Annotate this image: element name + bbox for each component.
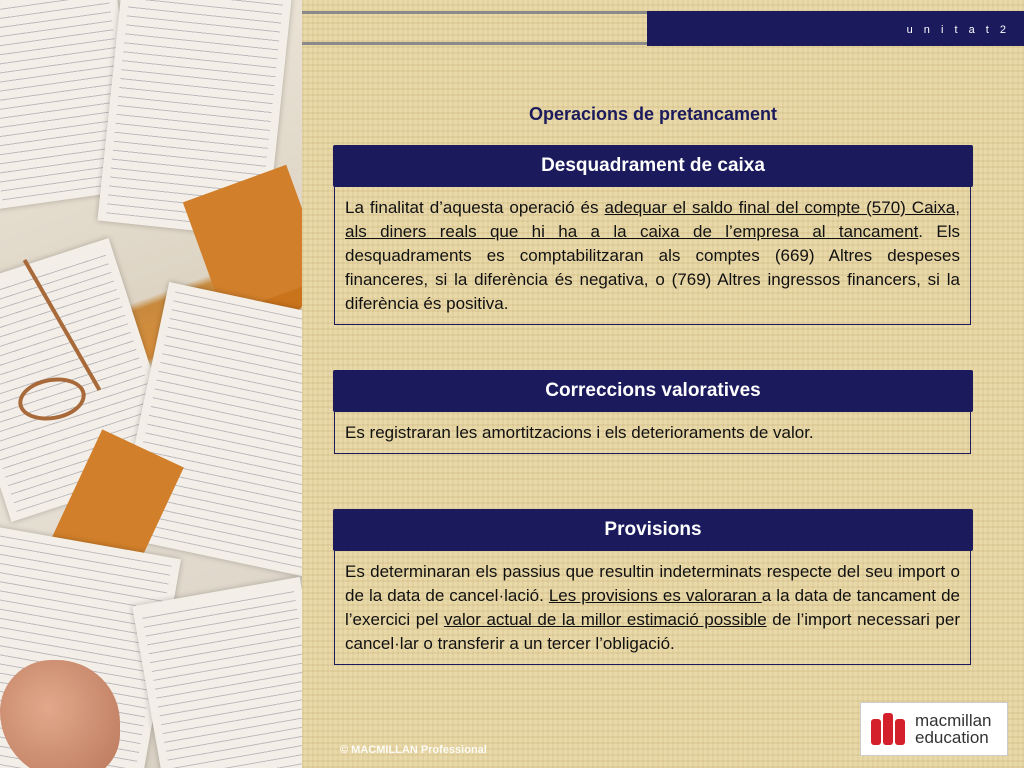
body-text-run: de l’import necessari per cancel·lar o transferir a un tercer l’obligació. (345, 610, 960, 653)
header-lines (302, 11, 647, 45)
body-text-run: a la data de tancament de l’exercici pel (345, 586, 960, 629)
section-title: Provisions (333, 509, 973, 551)
macmillan-logo (860, 702, 1008, 756)
macmillan-logo-icon (869, 711, 909, 747)
tax-form-paper (132, 577, 302, 768)
unit-label: u n i t a t 2 (906, 24, 1010, 36)
copyright-text: © MACMILLAN Professional (340, 744, 487, 756)
section-desquadrament (333, 145, 973, 325)
body-text-run: La finalitat d’aquesta operació és (345, 198, 605, 217)
body-text-run: adequar el saldo final del compte (570) Caixa, als diners reals que hi ha a la caixa de l’empresa al tancament (345, 198, 960, 241)
body-text-run: Es determinaran els passius que resultin indeterminats respecte del seu import o de la data de cancel·lació. (345, 562, 960, 605)
page-title: Operacions de pretancament (528, 104, 778, 124)
section-body (334, 187, 971, 325)
body-text-run: valor actual de la millor estimació possible (444, 610, 767, 629)
section-body (334, 412, 971, 454)
logo-line-2: education (915, 728, 989, 747)
body-text-run: Les provisions es valoraran (548, 586, 762, 605)
body-text-run: Es registraran les amortitzacions i els deterioraments de valor. (345, 423, 814, 442)
logo-line-1: macmillan (915, 711, 992, 730)
section-provisions (333, 509, 973, 665)
decorative-photo (0, 0, 302, 768)
body-text-run: . Els desquadraments es comptabilitzaran als comptes (669) Altres despeses financeres, si la diferència és negativa, o (769) Altres ingressos financers, si la diferència és positiva. (345, 222, 960, 313)
section-title: Correccions valoratives (333, 370, 973, 412)
section-title: Desquadrament de caixa (333, 145, 973, 187)
section-correccions (333, 370, 973, 454)
logo-text (915, 712, 992, 746)
section-body (334, 551, 971, 665)
